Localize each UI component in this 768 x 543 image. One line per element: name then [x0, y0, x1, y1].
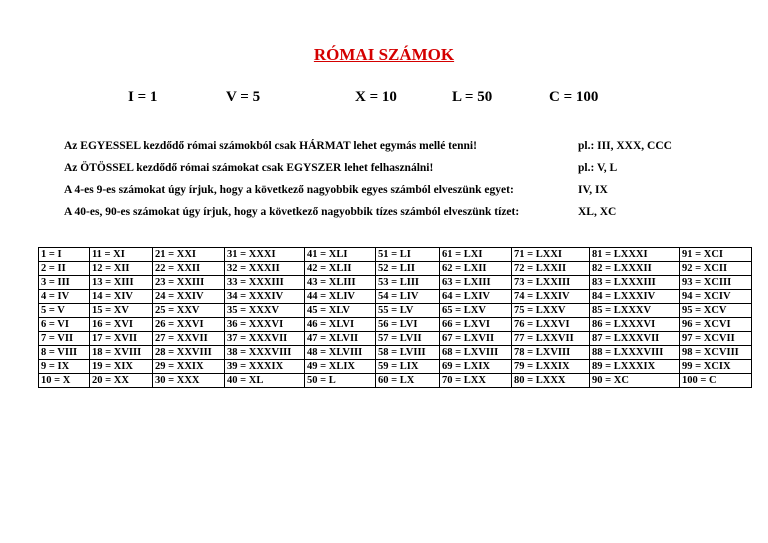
table-cell: 59 = LIX — [376, 360, 440, 374]
table-cell: 44 = XLIV — [305, 290, 376, 304]
table-cell: 18 = XVIII — [90, 346, 153, 360]
basic-value-l: L = 50 — [452, 89, 493, 105]
basic-value-i: I = 1 — [128, 89, 158, 105]
table-cell: 49 = XLIX — [305, 360, 376, 374]
table-row — [39, 262, 752, 276]
rule-text: Az ÖTÖSSEL kezdődő római számokat csak EGYSZER lehet felhasználni! — [64, 162, 434, 174]
rule-text: A 4-es 9-es számokat úgy írjuk, hogy a következő nagyobbik egyes számból elveszünk egyet: — [64, 184, 514, 196]
table-cell: 10 = X — [39, 374, 90, 388]
table-cell: 98 = XCVIII — [680, 346, 752, 360]
table-cell: 65 = LXV — [440, 304, 512, 318]
table-cell: 35 = XXXV — [225, 304, 305, 318]
table-cell: 68 = LXVIII — [440, 346, 512, 360]
table-cell: 56 = LVI — [376, 318, 440, 332]
table-cell: 20 = XX — [90, 374, 153, 388]
table-cell: 93 = XCIII — [680, 276, 752, 290]
table-cell: 28 = XXVIII — [153, 346, 225, 360]
table-cell: 57 = LVII — [376, 332, 440, 346]
table-cell: 79 = LXXIX — [512, 360, 590, 374]
table-cell: 41 = XLI — [305, 248, 376, 262]
table-cell: 52 = LII — [376, 262, 440, 276]
roman-numerals-table — [38, 247, 752, 388]
table-cell: 40 = XL — [225, 374, 305, 388]
table-cell: 96 = XCVI — [680, 318, 752, 332]
table-cell: 37 = XXXVII — [225, 332, 305, 346]
table-cell: 12 = XII — [90, 262, 153, 276]
table-cell: 70 = LXX — [440, 374, 512, 388]
table-cell: 13 = XIII — [90, 276, 153, 290]
table-cell: 84 = LXXXIV — [590, 290, 680, 304]
table-row — [39, 248, 752, 262]
table-cell: 99 = XCIX — [680, 360, 752, 374]
table-cell: 63 = LXIII — [440, 276, 512, 290]
table-row — [39, 332, 752, 346]
rule-text: A 40-es, 90-es számokat úgy írjuk, hogy a következő nagyobbik tízes számból elveszünk tízet: — [64, 206, 520, 218]
table-cell: 92 = XCII — [680, 262, 752, 276]
table-cell: 77 = LXXVII — [512, 332, 590, 346]
table-cell: 86 = LXXXVI — [590, 318, 680, 332]
table-cell: 71 = LXXI — [512, 248, 590, 262]
table-cell: 46 = XLVI — [305, 318, 376, 332]
rule-example: pl.: V, L — [578, 162, 618, 174]
table-cell: 27 = XXVII — [153, 332, 225, 346]
rule-text: Az EGYESSEL kezdődő római számokból csak HÁRMAT lehet egymás mellé tenni! — [64, 140, 477, 152]
table-row — [39, 360, 752, 374]
table-cell: 69 = LXIX — [440, 360, 512, 374]
table-cell: 26 = XXVI — [153, 318, 225, 332]
table-cell: 22 = XXII — [153, 262, 225, 276]
rule-example: IV, IX — [578, 184, 608, 196]
table-cell: 21 = XXI — [153, 248, 225, 262]
table-cell: 23 = XXIII — [153, 276, 225, 290]
table-cell: 87 = LXXXVII — [590, 332, 680, 346]
table-cell: 90 = XC — [590, 374, 680, 388]
table-cell: 67 = LXVII — [440, 332, 512, 346]
table-cell: 48 = XLVIII — [305, 346, 376, 360]
table-row — [39, 374, 752, 388]
table-cell: 7 = VII — [39, 332, 90, 346]
table-cell: 53 = LIII — [376, 276, 440, 290]
table-cell: 97 = XCVII — [680, 332, 752, 346]
table-row — [39, 318, 752, 332]
table-cell: 80 = LXXX — [512, 374, 590, 388]
table-cell: 81 = LXXXI — [590, 248, 680, 262]
table-cell: 89 = LXXXIX — [590, 360, 680, 374]
table-cell: 15 = XV — [90, 304, 153, 318]
table-cell: 31 = XXXI — [225, 248, 305, 262]
table-cell: 64 = LXIV — [440, 290, 512, 304]
rule-example: XL, XC — [578, 206, 617, 218]
table-cell: 61 = LXI — [440, 248, 512, 262]
table-cell: 91 = XCI — [680, 248, 752, 262]
table-cell: 45 = XLV — [305, 304, 376, 318]
table-cell: 36 = XXXVI — [225, 318, 305, 332]
table-cell: 85 = LXXXV — [590, 304, 680, 318]
table-cell: 88 = LXXXVIII — [590, 346, 680, 360]
table-cell: 29 = XXIX — [153, 360, 225, 374]
basic-value-x: X = 10 — [355, 89, 397, 105]
table-cell: 34 = XXXIV — [225, 290, 305, 304]
table-cell: 51 = LI — [376, 248, 440, 262]
table-row — [39, 304, 752, 318]
table-cell: 58 = LVIII — [376, 346, 440, 360]
basic-value-c: C = 100 — [549, 89, 599, 105]
table-cell: 100 = C — [680, 374, 752, 388]
table-cell: 14 = XIV — [90, 290, 153, 304]
table-cell: 1 = I — [39, 248, 90, 262]
table-cell: 25 = XXV — [153, 304, 225, 318]
basic-value-v: V = 5 — [226, 89, 261, 105]
table-cell: 5 = V — [39, 304, 90, 318]
rule-example: pl.: III, XXX, CCC — [578, 140, 672, 152]
table-cell: 82 = LXXXII — [590, 262, 680, 276]
table-cell: 24 = XXIV — [153, 290, 225, 304]
table-cell: 75 = LXXV — [512, 304, 590, 318]
table-cell: 76 = LXXVI — [512, 318, 590, 332]
table-cell: 50 = L — [305, 374, 376, 388]
table-cell: 42 = XLII — [305, 262, 376, 276]
table-cell: 66 = LXVI — [440, 318, 512, 332]
table-cell: 4 = IV — [39, 290, 90, 304]
table-cell: 62 = LXII — [440, 262, 512, 276]
table-cell: 60 = LX — [376, 374, 440, 388]
table-cell: 19 = XIX — [90, 360, 153, 374]
table-cell: 73 = LXXIII — [512, 276, 590, 290]
table-cell: 54 = LIV — [376, 290, 440, 304]
table-cell: 17 = XVII — [90, 332, 153, 346]
table-cell: 3 = III — [39, 276, 90, 290]
table-cell: 43 = XLIII — [305, 276, 376, 290]
table-cell: 30 = XXX — [153, 374, 225, 388]
table-cell: 9 = IX — [39, 360, 90, 374]
page-title: RÓMAI SZÁMOK — [313, 45, 455, 64]
table-cell: 16 = XVI — [90, 318, 153, 332]
table-cell: 78 = LXVIII — [512, 346, 590, 360]
table-cell: 83 = LXXXIII — [590, 276, 680, 290]
table-cell: 95 = XCV — [680, 304, 752, 318]
table-row — [39, 290, 752, 304]
table-row — [39, 276, 752, 290]
table-cell: 11 = XI — [90, 248, 153, 262]
table-cell: 72 = LXXII — [512, 262, 590, 276]
table-cell: 2 = II — [39, 262, 90, 276]
table-cell: 33 = XXXIII — [225, 276, 305, 290]
table-cell: 39 = XXXIX — [225, 360, 305, 374]
table-cell: 55 = LV — [376, 304, 440, 318]
table-cell: 32 = XXXII — [225, 262, 305, 276]
table-cell: 8 = VIII — [39, 346, 90, 360]
table-cell: 38 = XXXVIII — [225, 346, 305, 360]
table-row — [39, 346, 752, 360]
table-cell: 74 = LXXIV — [512, 290, 590, 304]
table-cell: 47 = XLVII — [305, 332, 376, 346]
table-cell: 94 = XCIV — [680, 290, 752, 304]
table-cell: 6 = VI — [39, 318, 90, 332]
